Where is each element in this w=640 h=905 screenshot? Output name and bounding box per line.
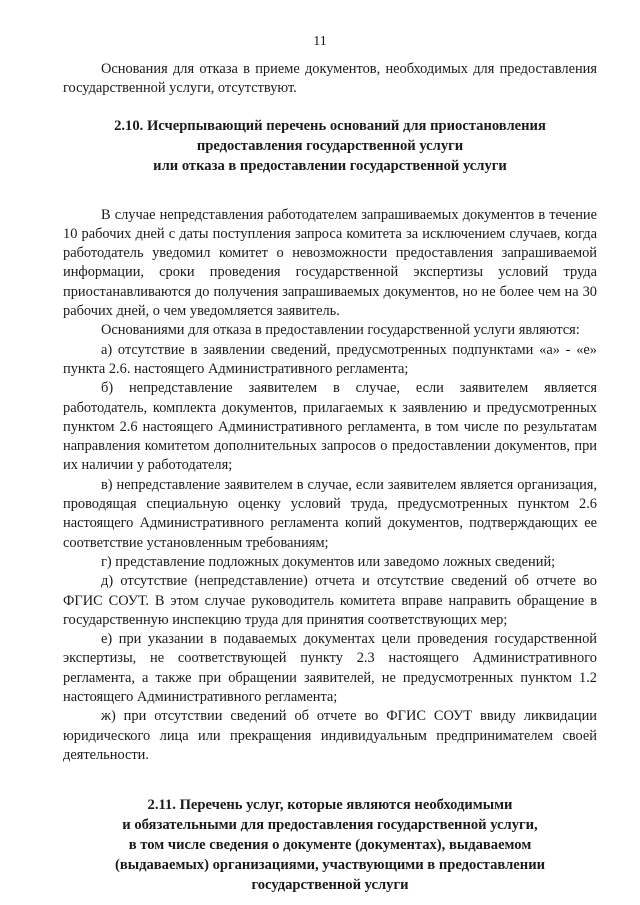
list-item-a: а) отсутствие в заявлении сведений, предусмотренных подпунктами «а» - «е» пункта 2.6. настоящего Административного регламента; bbox=[63, 341, 597, 377]
paragraph-suspension: В случае непредставления работодателем запрашиваемых документов в течение 10 рабочих дней с даты поступления запроса комитета за исключением случаев, когда работодатель уведомил комитет о невозможности предоставления запрашиваемой информации, сроки проведения государственной экспертизы условий труда приостанавливаются до получения запрашиваемых документов, но не более чем на 30 рабочих дней, о чем уведомляется заявитель. bbox=[63, 206, 597, 320]
heading-line: или отказа в предоставлении государственной услуги bbox=[153, 157, 507, 174]
list-item-b: б) непредставление заявителем в случае, если заявителем является работодатель, комплекта документов, прилагаемых к заявлению и предусмотренных пунктом 2.6 настоящего Административного регламента, в том числе по результатам направления комитетом дополнительных запросов о предоставлении документов, при их наличии у работодателя; bbox=[63, 380, 597, 474]
section-2-11-heading bbox=[63, 795, 597, 895]
list-item-g: г) представление подложных документов или заведомо ложных сведений; bbox=[101, 553, 556, 570]
list-item-v: в) непредставление заявителем в случае, если заявителем является организация, проводящая специальную оценку условий труда, предусмотренных пунктом 2.6 настоящего Административного регламента копий документов, подтверждающих ее соответствие установленным требованиям; bbox=[63, 476, 597, 551]
heading-line: (выдаваемых) организациями, участвующими в предоставлении bbox=[114, 857, 546, 874]
list-item-d: д) отсутствие (непредставление) отчета и отсутствие сведений об отчете во ФГИС СОУТ. В этом случае руководитель комитета вправе направить обращение в государственную инспекцию труда для принятия соответствующих мер; bbox=[63, 573, 597, 628]
page-number: 11 bbox=[313, 34, 327, 49]
heading-line: 2.11. Перечень услуг, которые являются необходимыми bbox=[147, 797, 513, 814]
heading-line: и обязательными для предоставления государственной услуги, bbox=[122, 817, 538, 834]
document-body bbox=[63, 60, 597, 895]
paragraph-grounds-intro: Основаниями для отказа в предоставлении государственной услуги являются: bbox=[101, 322, 580, 339]
list-item-e: е) при указании в подаваемых документах цели проведения государственной экспертизы, не соответствующей пункту 2.3 настоящего Административного регламента, а также при обращении заявителей, не предусмотренных пунктом 1.2 настоящего Административного регламента; bbox=[63, 631, 597, 706]
list-item-zh: ж) при отсутствии сведений об отчете во ФГИС СОУТ ввиду ликвидации юридического лица или прекращения индивидуальным предпринимателем своей деятельности. bbox=[63, 708, 597, 763]
intro-paragraph: Основания для отказа в приеме документов, необходимых для предоставления государственной услуги, отсутствуют. bbox=[63, 61, 597, 97]
heading-line: предоставления государственной услуги bbox=[196, 137, 464, 154]
heading-line: 2.10. Исчерпывающий перечень оснований для приостановления bbox=[114, 117, 546, 134]
section-2-10-heading bbox=[63, 116, 597, 176]
heading-line: в том числе сведения о документе (документах), выдаваемом bbox=[128, 837, 532, 854]
heading-line: государственной услуги bbox=[251, 877, 409, 894]
